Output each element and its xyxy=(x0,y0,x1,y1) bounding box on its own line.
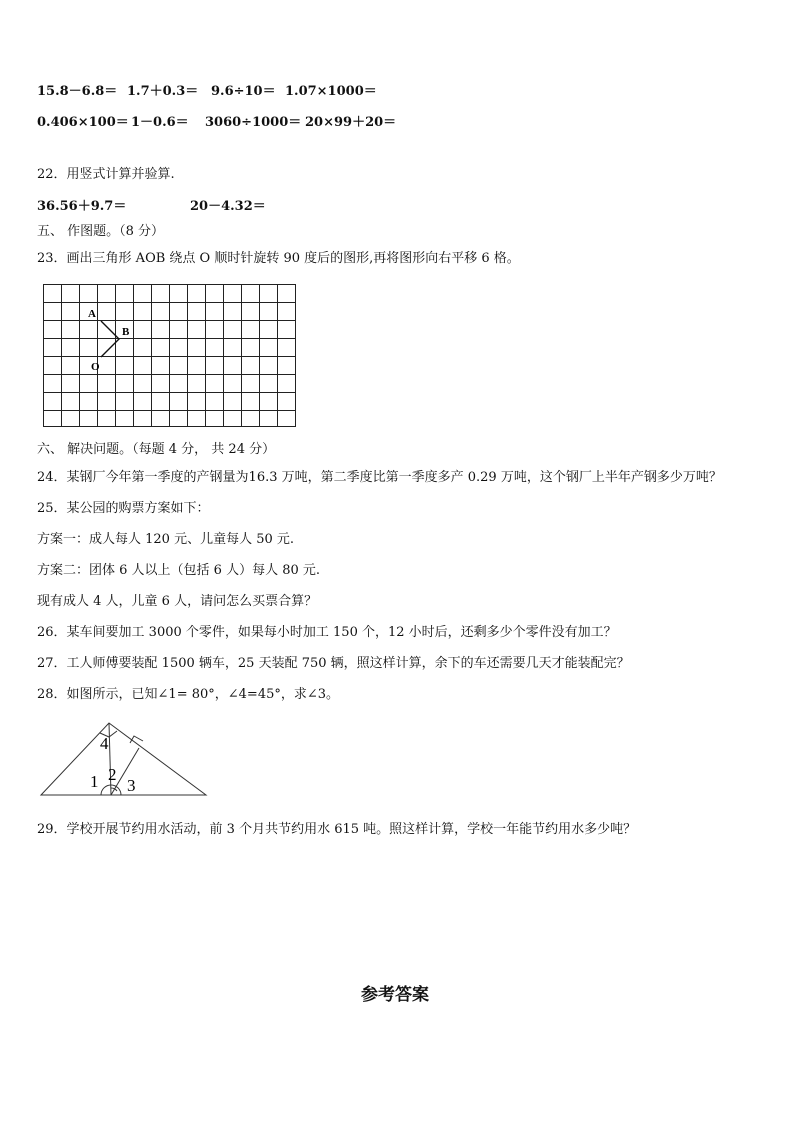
q22-text: 22．用竖式计算并验算. xyxy=(37,167,175,182)
calc-row-1 xyxy=(37,84,377,100)
angle-label-3: 3 xyxy=(127,776,136,795)
answer-title: 参考答案 xyxy=(361,985,429,1005)
calc-item: 20×99＋20＝ xyxy=(305,115,397,130)
q22-item: 36.56＋9.7＝ xyxy=(37,199,127,214)
calc-item: 1.07×1000＝ xyxy=(285,84,377,99)
calc-item: 0.406×100＝ xyxy=(37,115,129,130)
q29-text: 29．学校开展节约用水活动，前 3 个月共节约用水 615 吨。照这样计算，学校一年能节约用水多少吨？ xyxy=(37,822,637,837)
q22-items xyxy=(37,199,266,215)
q25-question: 现有成人 4 人，儿童 6 人，请问怎么买票合算？ xyxy=(37,594,318,609)
angle-label-1: 1 xyxy=(90,772,99,791)
label-b: B xyxy=(122,326,130,338)
q25-plan-2: 方案二：团体 6 人以上（包括 6 人）每人 80 元. xyxy=(37,563,321,578)
q25-text: 25．某公园的购票方案如下： xyxy=(37,501,210,516)
q23-text: 23．画出三角形 AOB 绕点 O 顺时针旋转 90 度后的图形,再将图形向右平移 6 格。 xyxy=(37,251,520,266)
angle-triangle-figure xyxy=(38,718,213,802)
q27-text: 27．工人师傅要装配 1500 辆车，25 天装配 750 辆，照这样计算，余下的车还需要几天才能装配完？ xyxy=(37,656,630,671)
label-o: O xyxy=(91,361,100,373)
angle-label-4: 4 xyxy=(100,734,109,753)
calc-item: 3060÷1000＝ xyxy=(205,115,302,130)
calc-item: 1.7＋0.3＝ xyxy=(127,84,199,99)
angle-label-2: 2 xyxy=(108,765,117,784)
section-6-heading: 六、 解决问题。（每题 4 分， 共 24 分） xyxy=(37,442,276,457)
q22-item: 20－4.32＝ xyxy=(190,199,266,214)
section-5-heading: 五、 作图题。（8 分） xyxy=(37,224,165,239)
q25-plan-1: 方案一：成人每人 120 元、儿童每人 50 元. xyxy=(37,532,295,547)
label-a: A xyxy=(88,308,96,320)
calc-row-2 xyxy=(37,115,396,131)
calc-item: 9.6÷10＝ xyxy=(211,84,276,99)
q28-text: 28．如图所示，已知∠1= 80°，∠4=45°，求∠3。 xyxy=(37,687,340,702)
calc-item: 15.8－6.8＝ xyxy=(37,84,118,99)
calc-item: 1－0.6＝ xyxy=(131,115,189,130)
q24-text: 24．某钢厂今年第一季度的产钢量为16.3 万吨，第二季度比第一季度多产 0.29 万吨，这个钢厂上半年产钢多少万吨？ xyxy=(37,470,722,485)
rotation-grid-figure xyxy=(43,284,298,429)
q26-text: 26．某车间要加工 3000 个零件，如果每小时加工 150 个，12 小时后，还剩多少个零件没有加工？ xyxy=(37,625,617,640)
